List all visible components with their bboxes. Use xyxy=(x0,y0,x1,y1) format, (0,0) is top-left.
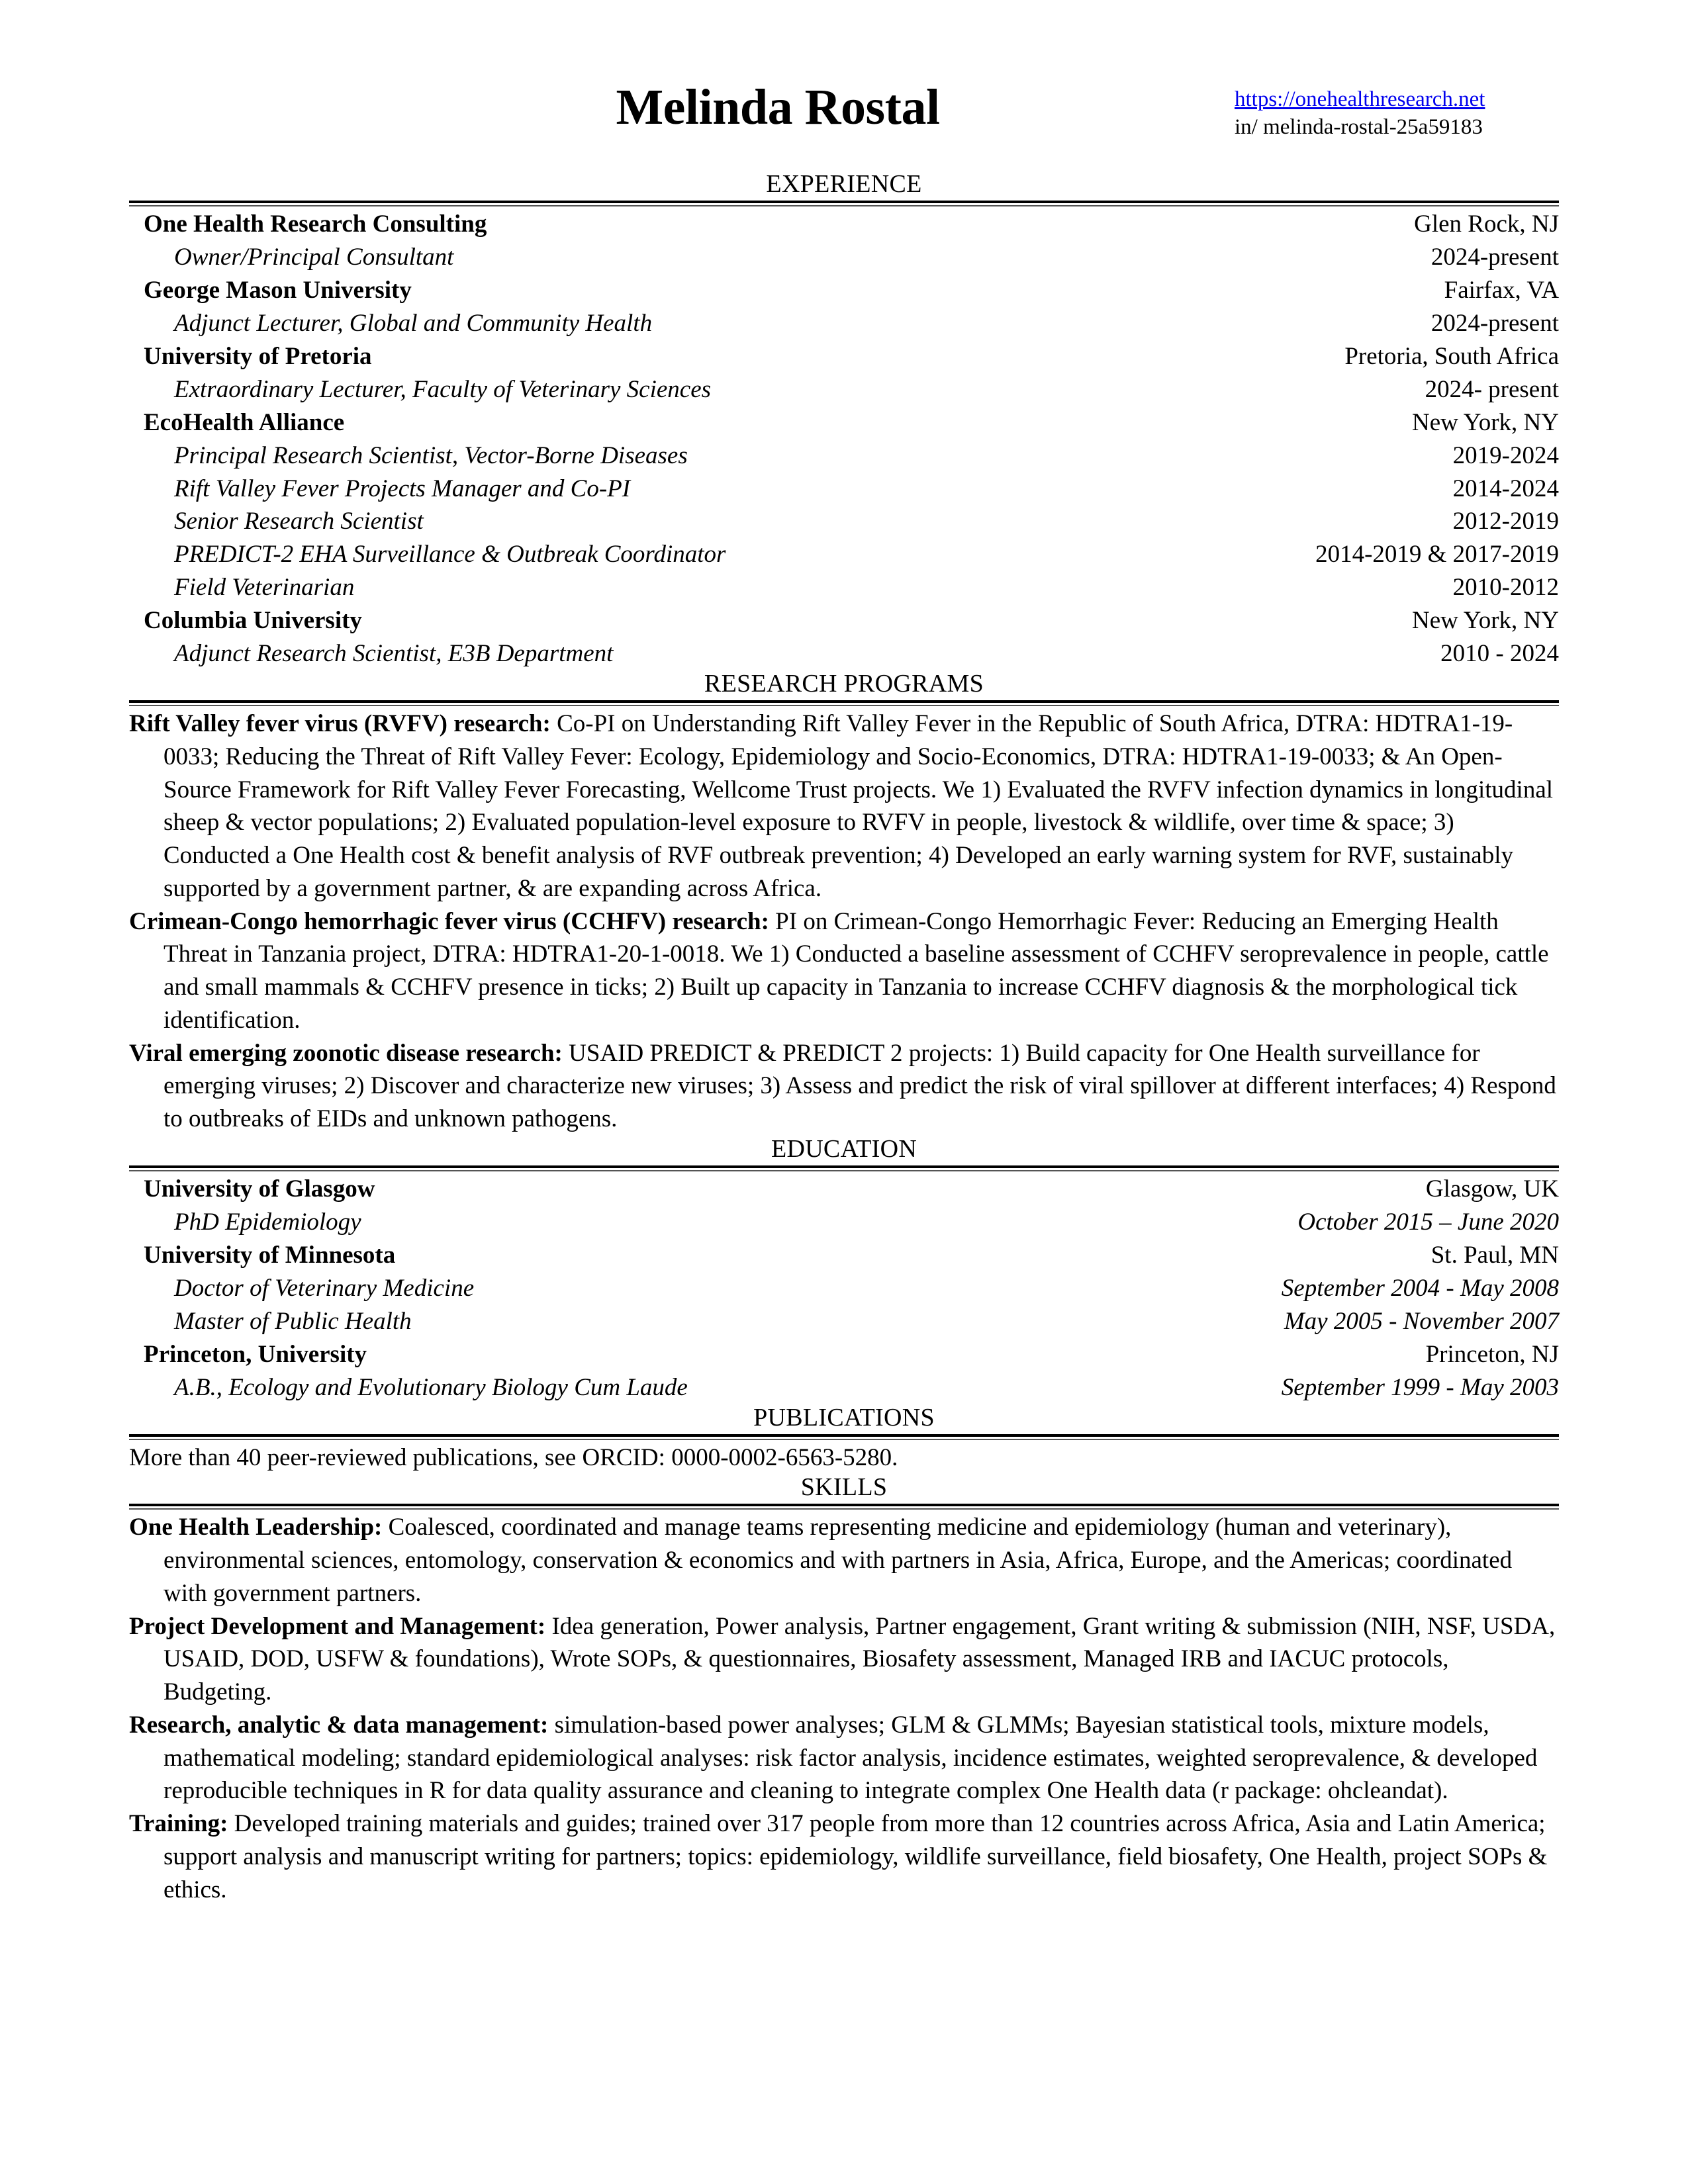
degree-dates: September 1999 - May 2003 xyxy=(1281,1373,1559,1401)
role-title: Senior Research Scientist xyxy=(174,508,424,535)
role-dates: 2012-2019 xyxy=(1452,508,1559,535)
section-skills xyxy=(129,1474,1559,1906)
section-divider xyxy=(129,1165,1559,1171)
document-header xyxy=(129,79,1559,171)
role-title: Principal Research Scientist, Vector-Borne Diseases xyxy=(174,441,688,469)
role-title: Owner/Principal Consultant xyxy=(174,243,454,271)
org-name: Columbia University xyxy=(144,607,362,635)
role-title: Rift Valley Fever Projects Manager and Co-PI xyxy=(174,475,631,502)
section-heading-research-programs: RESEARCH PROGRAMS xyxy=(704,670,984,698)
role-dates: 2010-2012 xyxy=(1452,574,1559,602)
skill-text: Idea generation, Power analysis, Partner engagement, Grant writing & submission (NIH, NSF, USDA, USAID, DOD, USFW & foundations), Wrote SOPs, & questionnaires, Biosafety assessment, Managed IRB and IACUC protocols, Budgeting. xyxy=(164,1612,1556,1706)
experience-org-row xyxy=(129,406,1559,439)
contact-links xyxy=(1188,86,1559,142)
experience-org-row xyxy=(129,208,1559,241)
school-name: University of Minnesota xyxy=(144,1241,396,1269)
skill-label: One Health Leadership: xyxy=(129,1514,383,1541)
education-org-row xyxy=(129,1173,1559,1206)
degree-dates: October 2015 – June 2020 xyxy=(1297,1208,1559,1236)
linkedin-handle: in/ melinda-rostal-25a59183 xyxy=(1235,114,1483,139)
education-degree-row xyxy=(129,1206,1559,1239)
education-degree-row xyxy=(129,1371,1559,1404)
school-name: Princeton, University xyxy=(144,1340,367,1368)
role-dates: 2014-2024 xyxy=(1452,475,1559,502)
degree-title: Master of Public Health xyxy=(174,1307,412,1335)
org-name: EcoHealth Alliance xyxy=(144,408,345,436)
ohcleandat-link[interactable]: ohcleandat xyxy=(1327,1777,1434,1805)
experience-role-row xyxy=(129,538,1559,571)
publications-line xyxy=(129,1441,1559,1475)
role-title: Extraordinary Lecturer, Faculty of Veterinary Sciences xyxy=(174,375,712,403)
education-degree-row xyxy=(129,1305,1559,1338)
org-name: One Health Research Consulting xyxy=(144,210,487,238)
section-heading-education: EDUCATION xyxy=(771,1134,917,1163)
page-title: Melinda Rostal xyxy=(616,79,940,135)
skill-label: Research, analytic & data management: xyxy=(129,1711,549,1739)
role-dates: 2024- present xyxy=(1425,375,1559,403)
experience-org-row xyxy=(129,604,1559,637)
school-location: Glasgow, UK xyxy=(1425,1175,1559,1203)
role-dates: 2024-present xyxy=(1430,309,1559,337)
skill-text-after-link: ). xyxy=(1434,1777,1448,1805)
experience-role-row xyxy=(129,307,1559,340)
role-title: Field Veterinarian xyxy=(174,574,355,602)
research-program-text: Co-PI on Understanding Rift Valley Fever in the Republic of South Africa, DTRA: HDTRA1-19-0033; Reducing the Threat of Rift Valley Fever: Ecology, Epidemiology and Socio-Economics, DTRA: HDTRA1-19-0033; & An Open-Source Framework for Rift Valley Fever Forecasting, Wellcome Trust projects. We 1) Evaluated the RVFV infection dynamics in longitudinal sheep & vector populations; 2) Evaluated population-level exposure to RVFV in people, livestock & wildlife, over time & space; 3) Conducted a One Health cost & benefit analysis of RVF outbreak prevention; 4) Developed an early warning system for RVF, sustainably supported by a government partner, & are expanding across Africa. xyxy=(164,710,1554,902)
website-link[interactable]: https://onehealthresearch.net xyxy=(1235,87,1485,111)
skill-text: Developed training materials and guides; trained over 317 people from more than 12 countries across Africa, Asia and Latin America; support analysis and manuscript writing for partners; topics: epidemiology, wildlife surveillance, field biosafety, One Health, project SOPs & ethics. xyxy=(164,1810,1548,1903)
research-program-label: Viral emerging zoonotic disease research: xyxy=(129,1039,563,1067)
org-name: George Mason University xyxy=(144,276,412,304)
skill-text: simulation-based power analyses; GLM & GLMMs; Bayesian statistical tools, mixture models, mathematical modeling; standard epidemiological analyses: risk factor analysis, incidence estimates, weighted seroprevalence, & developed reproducible techniques in R for data quality assurance and cleaning to integrate complex One Health data (r package: xyxy=(164,1711,1538,1805)
publications-trail: . xyxy=(892,1443,898,1471)
section-divider xyxy=(129,201,1559,206)
research-program-item xyxy=(129,707,1559,905)
section-divider xyxy=(129,1504,1559,1510)
research-program-label: Rift Valley fever virus (RVFV) research: xyxy=(129,710,551,738)
section-divider xyxy=(129,1434,1559,1440)
org-location: New York, NY xyxy=(1411,408,1559,436)
role-dates: 2010 - 2024 xyxy=(1440,640,1559,668)
experience-role-row xyxy=(129,241,1559,274)
section-research-programs xyxy=(129,670,1559,1136)
skill-item xyxy=(129,1610,1559,1709)
skill-text: Coalesced, coordinated and manage teams representing medicine and epidemiology (human and veterinary), environmental sciences, entomology, conservation & economics and with partners in Asia, Africa, Europe, and the Americas; coordinated with government partners. xyxy=(164,1514,1513,1607)
role-title: Adjunct Research Scientist, E3B Department xyxy=(174,640,614,668)
experience-role-row xyxy=(129,571,1559,604)
education-org-row xyxy=(129,1239,1559,1272)
education-degree-row xyxy=(129,1272,1559,1305)
experience-org-row xyxy=(129,340,1559,373)
research-program-item xyxy=(129,1037,1559,1136)
skill-item xyxy=(129,1807,1559,1906)
orcid-link[interactable]: 0000-0002-6563-5280 xyxy=(671,1443,892,1471)
degree-title: A.B., Ecology and Evolutionary Biology Cum Laude xyxy=(174,1373,688,1401)
org-location: Glen Rock, NJ xyxy=(1414,210,1559,238)
research-program-text: USAID PREDICT & PREDICT 2 projects: 1) Build capacity for One Health surveillance for emerging viruses; 2) Discover and characterize new viruses; 3) Assess and predict the risk of viral spillover at different interfaces; 4) Respond to outbreaks of EIDs and unknown pathogens. xyxy=(164,1039,1556,1133)
experience-role-row xyxy=(129,373,1559,406)
org-location: Fairfax, VA xyxy=(1444,276,1559,304)
degree-title: PhD Epidemiology xyxy=(174,1208,361,1236)
experience-role-row xyxy=(129,473,1559,506)
experience-role-row xyxy=(129,637,1559,670)
org-location: New York, NY xyxy=(1411,607,1559,635)
role-title: PREDICT-2 EHA Surveillance & Outbreak Coordinator xyxy=(174,541,726,569)
education-org-row xyxy=(129,1338,1559,1371)
org-location: Pretoria, South Africa xyxy=(1344,342,1559,370)
school-location: St. Paul, MN xyxy=(1430,1241,1559,1269)
school-name: University of Glasgow xyxy=(144,1175,375,1203)
section-heading-experience: EXPERIENCE xyxy=(766,170,922,198)
publications-lead: More than 40 peer-reviewed publications, see ORCID: xyxy=(129,1443,672,1471)
research-program-text: PI on Crimean-Congo Hemorrhagic Fever: Reducing an Emerging Health Threat in Tanzania project, DTRA: HDTRA1-20-1-0018. We 1) Conducted a baseline assessment of CCHFV seroprevalence in people, cattle and small mammals & CCHFV presence in ticks; 2) Built up capacity in Tanzania to increase CCHFV diagnosis & the morphological tick identification. xyxy=(164,907,1549,1034)
skill-item xyxy=(129,1511,1559,1610)
research-program-label: Crimean-Congo hemorrhagic fever virus (CCHFV) research: xyxy=(129,907,769,935)
role-title: Adjunct Lecturer, Global and Community Health xyxy=(174,309,653,337)
degree-dates: May 2005 - November 2007 xyxy=(1284,1307,1559,1335)
school-location: Princeton, NJ xyxy=(1425,1340,1559,1368)
section-divider xyxy=(129,700,1559,706)
section-experience xyxy=(129,171,1559,670)
skill-label: Training: xyxy=(129,1810,228,1838)
org-name: University of Pretoria xyxy=(144,342,372,370)
skill-label: Project Development and Management: xyxy=(129,1612,546,1640)
section-education xyxy=(129,1136,1559,1404)
degree-dates: September 2004 - May 2008 xyxy=(1281,1274,1559,1302)
role-dates: 2014-2019 & 2017-2019 xyxy=(1315,541,1559,569)
experience-role-row xyxy=(129,439,1559,473)
section-publications xyxy=(129,1404,1559,1475)
experience-role-row xyxy=(129,505,1559,538)
skill-item xyxy=(129,1709,1559,1807)
degree-title: Doctor of Veterinary Medicine xyxy=(174,1274,475,1302)
research-program-item xyxy=(129,905,1559,1037)
section-heading-skills: SKILLS xyxy=(800,1473,888,1502)
role-dates: 2024-present xyxy=(1430,243,1559,271)
section-heading-publications: PUBLICATIONS xyxy=(753,1403,935,1432)
experience-org-row xyxy=(129,274,1559,307)
role-dates: 2019-2024 xyxy=(1452,441,1559,469)
